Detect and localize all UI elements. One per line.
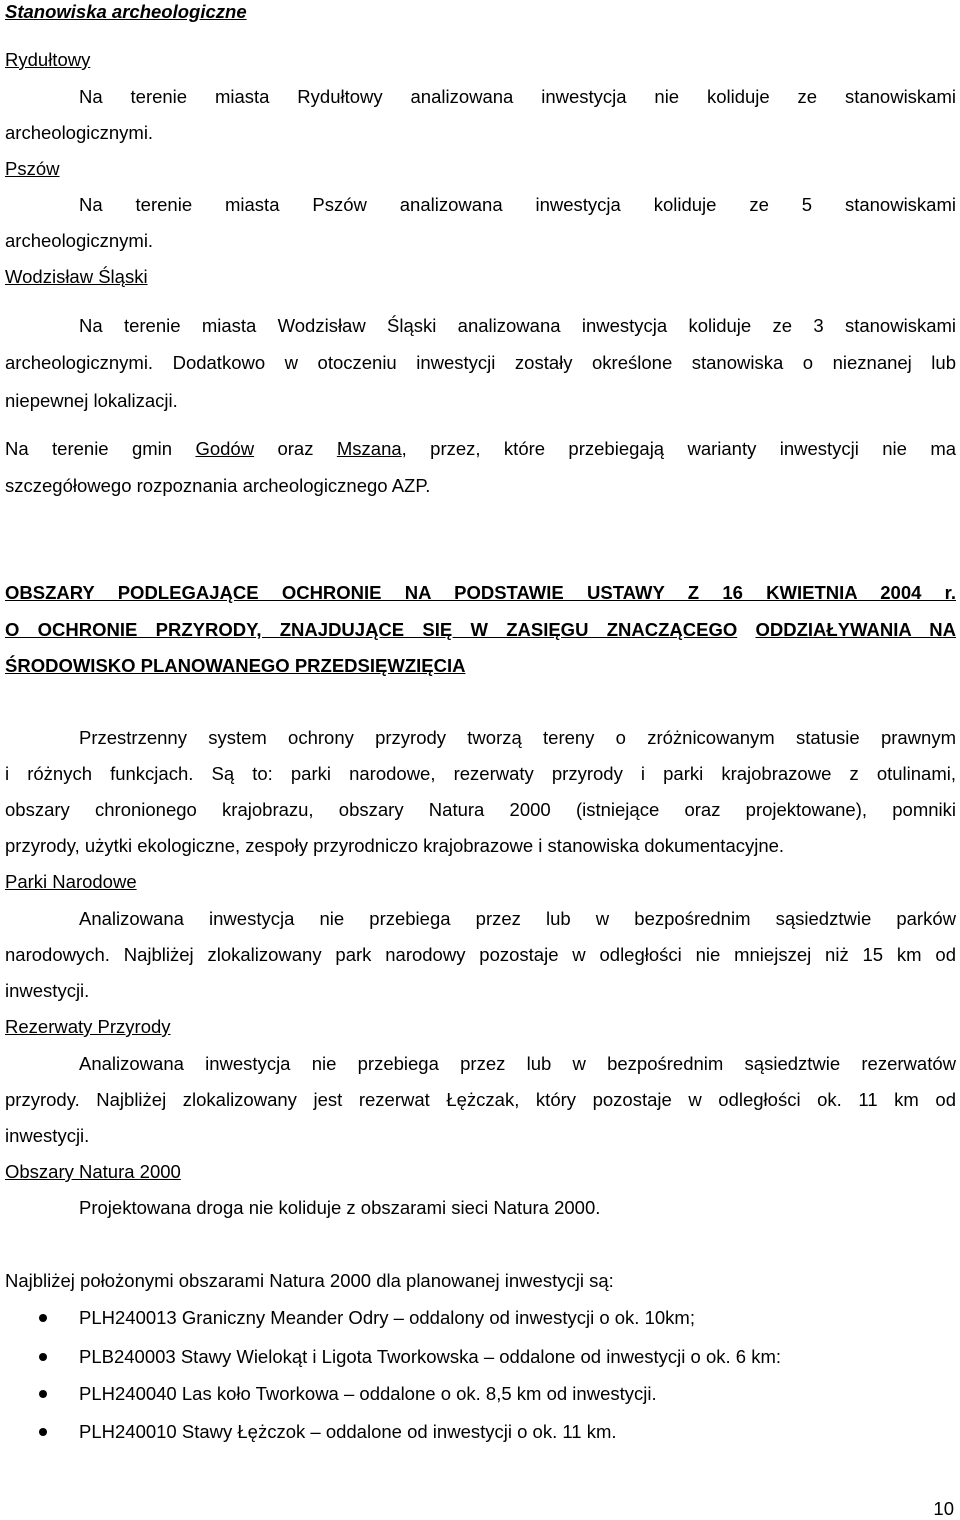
paragraph-line: archeologicznymi. Dodatkowo w otoczeniu inwestycji zostały określone stanowiska o nieznanej lub xyxy=(5,352,956,373)
heading-rezerwaty-przyrody: Rezerwaty Przyrody xyxy=(5,1016,171,1037)
heading-fragment: ODDZIAŁYWANIA NA xyxy=(755,619,956,640)
paragraph-line: narodowych. Najbliżej zlokalizowany park narodowy pozostaje w odległości nie mniejszej niż 15 km od xyxy=(5,944,956,965)
heading-rydultowy: Rydułtowy xyxy=(5,49,91,70)
paragraph-line: Analizowana inwestycja nie przebiega przez lub w bezpośrednim sąsiedztwie rezerwatów xyxy=(79,1053,956,1074)
heading-wodzislaw: Wodzisław Śląski xyxy=(5,266,148,287)
natura-list-intro: Najbliżej położonymi obszarami Natura 2000 dla planowanej inwestycji są: xyxy=(5,1270,614,1291)
bullet-icon xyxy=(39,1353,47,1361)
text-fragment: oraz xyxy=(277,438,314,459)
paragraph-line: obszary chronionego krajobrazu, obszary Natura 2000 (istniejące oraz projektowane), pomniki xyxy=(5,799,956,820)
paragraph-line: i różnych funkcjach. Są to: parki narodowe, rezerwaty przyrody i parki krajobrazowe z otulinami, xyxy=(5,763,956,784)
heading-obszary-natura: Obszary Natura 2000 xyxy=(5,1161,181,1182)
section-heading-line: OBSZARY PODLEGAJĄCE OCHRONIE NA PODSTAWIE USTAWY Z 16 KWIETNIA 2004 r. xyxy=(5,582,956,603)
section-heading-line: ŚRODOWISKO PLANOWANEGO PRZEDSIĘWZIĘCIA xyxy=(5,655,466,676)
list-item: PLH240040 Las koło Tworkowa – oddalone o ok. 8,5 km od inwestycji. xyxy=(79,1383,657,1404)
paragraph-line: Na terenie miasta Pszów analizowana inwestycja koliduje ze 5 stanowiskami xyxy=(79,194,956,215)
paragraph-line: niepewnej lokalizacji. xyxy=(5,390,178,411)
paragraph-line-gminy xyxy=(5,438,956,460)
text-fragment: Na terenie gmin xyxy=(5,438,173,459)
bullet-icon xyxy=(39,1428,47,1436)
list-item: PLB240003 Stawy Wielokąt i Ligota Tworkowska – oddalone od inwestycji o ok. 6 km: xyxy=(79,1346,782,1367)
paragraph-line: Przestrzenny system ochrony przyrody tworzą tereny o zróżnicowanym statusie prawnym xyxy=(79,727,956,748)
text-fragment: , przez, które przebiegają warianty inwestycji nie ma xyxy=(401,438,957,459)
paragraph-line: Na terenie miasta Rydułtowy analizowana inwestycja nie koliduje ze stanowiskami xyxy=(79,86,956,107)
paragraph-line: szczegółowego rozpoznania archeologicznego AZP. xyxy=(5,475,431,496)
paragraph-line: przyrody. Najbliżej zlokalizowany jest rezerwat Łężczak, który pozostaje w odległości ok. 11 km od xyxy=(5,1089,956,1110)
paragraph-line: inwestycji. xyxy=(5,980,90,1001)
list-item: PLH240010 Stawy Łężczok – oddalone od inwestycji o ok. 11 km. xyxy=(79,1421,617,1442)
paragraph-line: Na terenie miasta Wodzisław Śląski analizowana inwestycja koliduje ze 3 stanowiskami xyxy=(79,315,956,336)
paragraph-line: przyrody, użytki ekologiczne, zespoły przyrodniczo krajobrazowe i stanowiska dokumentacyjne. xyxy=(5,835,785,856)
bullet-icon xyxy=(39,1390,47,1398)
page-number: 10 xyxy=(933,1498,954,1519)
gmina-mszana-link: Mszana xyxy=(336,438,402,459)
paragraph-line: Projektowana droga nie koliduje z obszarami sieci Natura 2000. xyxy=(79,1197,601,1218)
heading-fragment: O OCHRONIE PRZYRODY, ZNAJDUJĄCE SIĘ W ZASIĘGU ZNACZĄCEGO xyxy=(5,619,738,640)
section-title-archeology: Stanowiska archeologiczne xyxy=(5,1,247,22)
list-item: PLH240013 Graniczny Meander Odry – oddalony od inwestycji o ok. 10km; xyxy=(79,1307,695,1328)
heading-parki-narodowe: Parki Narodowe xyxy=(5,871,137,892)
heading-pszow: Pszów xyxy=(5,158,60,179)
paragraph-line: Analizowana inwestycja nie przebiega przez lub w bezpośrednim sąsiedztwie parków xyxy=(79,908,956,929)
gmina-godow-link: Godów xyxy=(195,438,255,459)
section-heading-line xyxy=(5,619,956,641)
paragraph-line: inwestycji. xyxy=(5,1125,90,1146)
paragraph-line: archeologicznymi. xyxy=(5,122,154,143)
bullet-icon xyxy=(39,1314,47,1322)
paragraph-line: archeologicznymi. xyxy=(5,230,154,251)
